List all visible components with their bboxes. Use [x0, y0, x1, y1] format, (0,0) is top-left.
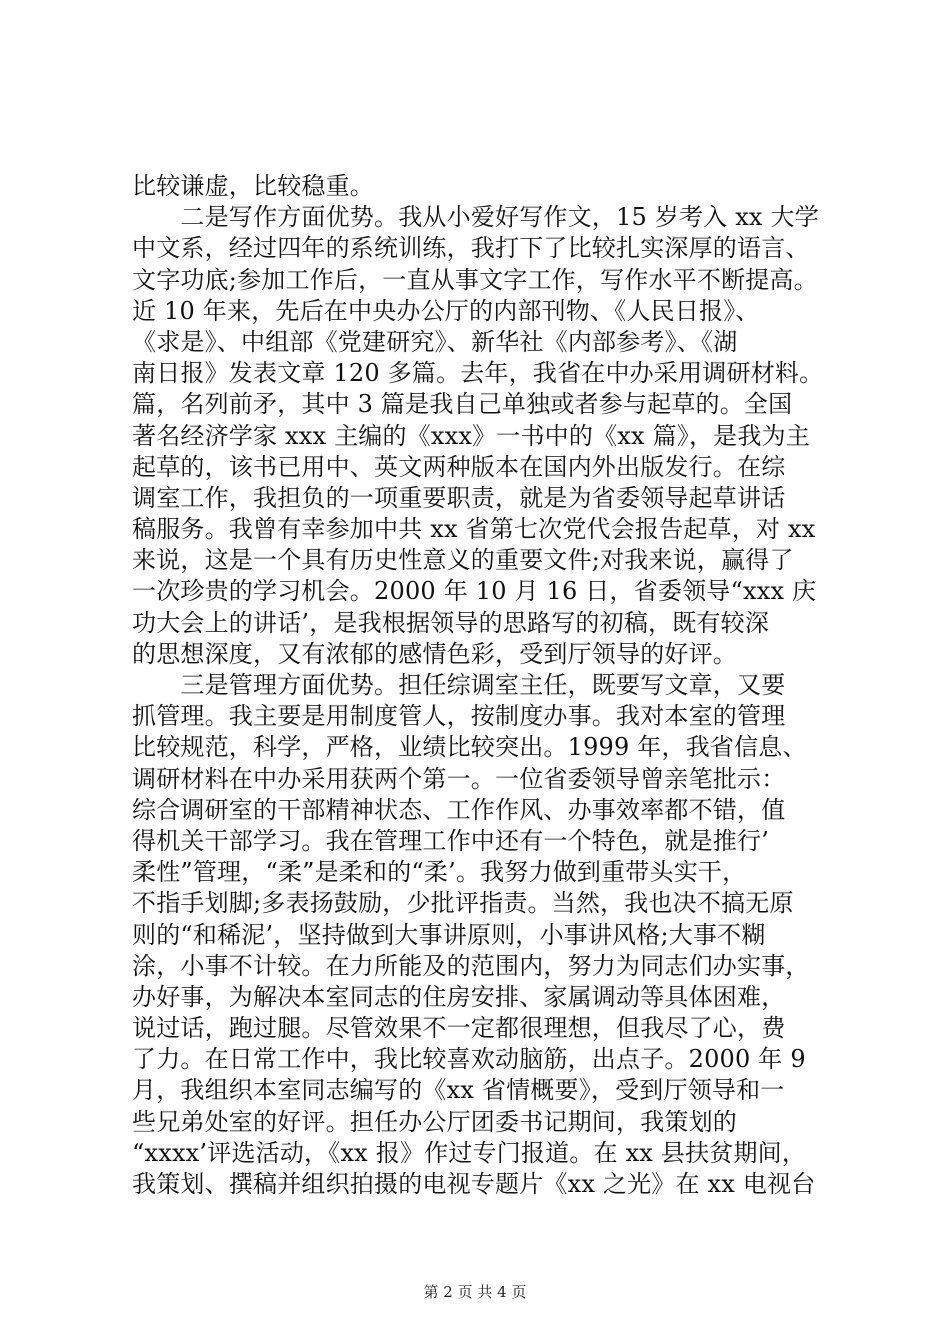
text-line: 些兄弟处室的好评。担任办公厅团委书记期间，我策划的: [132, 1107, 737, 1136]
text-line: 著名经济学家 xxx 主编的《xxx》一书中的《xx 篇》，是我为主: [132, 421, 810, 450]
text-line: 比较规范，科学，严格，业绩比较突出。1999 年，我省信息、: [132, 733, 807, 762]
body-text: [132, 171, 852, 1200]
text-line: 南日报》发表文章 120 多篇。去年，我省在中办采用调研材料。: [132, 359, 824, 388]
text-line: 中文系，经过四年的系统训练，我打下了比较扎实深厚的语言、: [132, 234, 810, 263]
text-line: 一次珍贵的学习机会。2000 年 10 月 16 日，省委领导“xxx 庆: [132, 577, 817, 606]
text-line: 二是写作方面优势。我从小爱好写作文，15 岁考入 xx 大学: [132, 203, 819, 232]
text-line: 稿服务。我曾有幸参加中共 xx 省第七次党代会报告起草，对 xx: [132, 515, 816, 544]
text-line: 调室工作，我担负的一项重要职责，就是为省委领导起草讲话: [132, 483, 786, 512]
text-line: 调研材料在中办采用获两个第一。一位省委领导曾亲笔批示：: [132, 764, 786, 793]
text-line: 综合调研室的干部精神状态、工作作风、办事效率都不错，值: [132, 795, 786, 824]
text-line: 《求是》、中组部《党建研究》、新华社《内部参考》、《湖: [132, 327, 738, 356]
text-line: 近 10 年来，先后在中央办公厅的内部刊物、《人民日报》、: [132, 296, 760, 325]
text-line: 抓管理。我主要是用制度管人，按制度办事。我对本室的管理: [132, 702, 786, 731]
text-line: 说过话，跑过腿。尽管效果不一定都很理想，但我尽了心，费: [132, 1014, 786, 1043]
text-line: 了力。在日常工作中，我比较喜欢动脑筋，出点子。2000 年 9: [132, 1045, 806, 1074]
page-footer: 第 2 页 共 4 页: [423, 1283, 527, 1301]
text-line: 三是管理方面优势。担任综调室主任，既要写文章，又要: [132, 671, 786, 699]
text-line: 办好事，为解决本室同志的住房安排、家属调动等具体困难，: [132, 982, 786, 1011]
text-line: 来说，这是一个具有历史性意义的重要文件;对我来说，赢得了: [132, 546, 794, 575]
text-line: 起草的，该书已用中、英文两种版本在国内外出版发行。在综: [132, 452, 786, 481]
text-line: 涂，小事不计较。在力所能及的范围内，努力为同志们办实事，: [132, 951, 810, 980]
text-line: 得机关干部学习。我在管理工作中还有一个特色，就是推行’: [132, 826, 770, 855]
text-line: 比较谦虚，比较稳重。: [132, 172, 374, 200]
text-line: 柔性”管理，“柔”是柔和的“柔’。我努力做到重带头实干，: [132, 858, 747, 887]
text-line: “xxxx’评选活动，《xx 报》作过专门报道。在 xx 县扶贫期间，: [132, 1138, 807, 1167]
text-line: 文字功底;参加工作后，一直从事文字工作，写作水平不断提高。: [132, 265, 818, 294]
text-line: 我策划、撰稿并组织拍摄的电视专题片《xx 之光》在 xx 电视台: [132, 1170, 816, 1198]
text-line: 功大会上的讲话’，是我根据领导的思路写的初稿，既有较深: [132, 608, 770, 637]
text-line: 月，我组织本室同志编写的《xx 省情概要》，受到厅领导和一: [132, 1076, 785, 1105]
text-line: 不指手划脚;多表扬鼓励，少批评指责。当然，我也决不搞无原: [132, 889, 794, 918]
text-line: 则的“和稀泥’，坚持做到大事讲原则，小事讲风格;大事不糊: [132, 920, 766, 949]
text-line: 的思想深度，又有浓郁的感情色彩，受到厅领导的好评。: [132, 639, 737, 668]
text-line: 篇，名列前矛，其中 3 篇是我自己单独或者参与起草的。全国: [132, 390, 793, 419]
